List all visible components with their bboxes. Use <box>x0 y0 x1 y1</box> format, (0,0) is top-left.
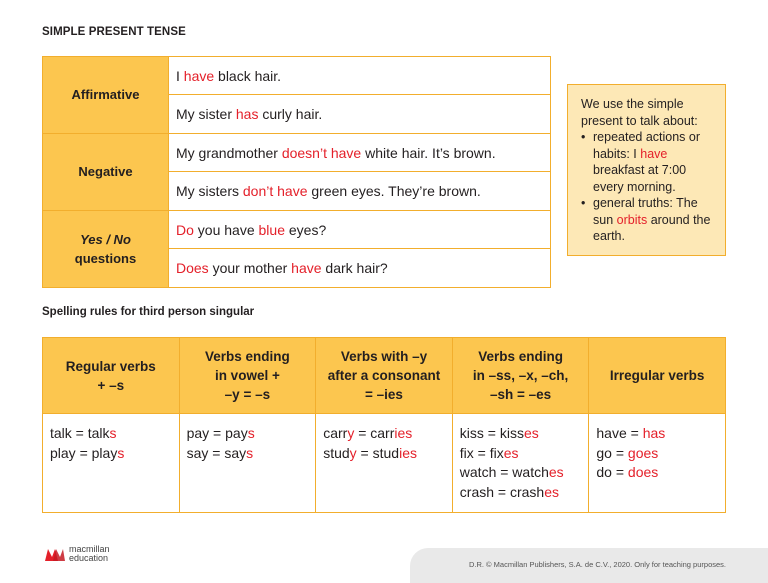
sentence-text: dark hair? <box>321 260 388 276</box>
note-item <box>581 129 715 195</box>
verb-text: play = play <box>50 444 118 461</box>
highlighted-verb: has <box>235 106 259 122</box>
verb-text: watch = watch <box>459 464 549 480</box>
sentence-text: My grandmother <box>176 144 282 161</box>
table-group <box>43 134 550 211</box>
verb-example <box>460 463 589 483</box>
macmillan-logo <box>44 545 110 563</box>
note-text: general truths: The sun <box>593 196 698 227</box>
example-row <box>169 172 550 210</box>
page-title: SIMPLE PRESENT TENSE <box>42 26 186 38</box>
verb-example <box>596 463 725 483</box>
verb-ending: s <box>117 444 125 461</box>
verb-ending: ies <box>399 444 417 461</box>
verb-text: say = say <box>186 444 247 461</box>
rule-column <box>180 338 317 512</box>
row-header <box>43 211 169 287</box>
row-header <box>43 57 169 133</box>
column-header-text: –sh = –es <box>489 387 552 402</box>
verb-example <box>323 444 452 464</box>
note-list <box>581 129 715 245</box>
highlighted-verb: orbits <box>616 212 648 227</box>
verb-ending: y <box>349 444 357 461</box>
verb-text: go = <box>596 444 628 461</box>
example-row <box>169 211 550 249</box>
sentence-text: you have <box>193 221 259 238</box>
note-item <box>581 195 715 245</box>
row-header-text: Negative <box>78 164 133 180</box>
column-header <box>180 338 316 414</box>
sentence-text: your mother <box>208 260 292 276</box>
highlighted-verb: doesn’t have <box>281 144 362 161</box>
verb-text: fix = fix <box>459 444 504 461</box>
rule-column <box>316 338 453 512</box>
sentence-text: My sisters <box>176 183 243 199</box>
row-header-text: questions <box>74 251 137 266</box>
verb-text: have = <box>596 425 643 441</box>
column-header-text: after a consonant <box>327 368 441 383</box>
sentence-text: curly hair. <box>258 106 323 122</box>
verb-text: kiss = kiss <box>459 425 524 441</box>
grammar-table <box>42 56 551 288</box>
usage-note-box <box>567 84 726 256</box>
verb-ending: has <box>642 425 666 441</box>
column-header-text: Regular verbs <box>65 358 156 374</box>
column-header-text: in –ss, –x, –ch, <box>472 368 569 383</box>
sentence-text: white hair. It’s brown. <box>361 144 496 161</box>
sentence-text: eyes? <box>284 221 327 238</box>
sentence-text: green eyes. They’re brown. <box>307 183 481 199</box>
highlighted-verb: blue <box>258 221 285 238</box>
verb-text: pay = pay <box>186 425 248 441</box>
verb-ending: s <box>246 444 254 461</box>
note-text: around the earth. <box>593 212 711 243</box>
rule-column <box>43 338 180 512</box>
highlighted-verb: Do <box>176 221 194 238</box>
column-header-text: –y = –s <box>224 387 271 402</box>
verb-text: stud <box>323 444 350 461</box>
column-header-text: Verbs ending <box>205 349 290 364</box>
verb-ending: ies <box>394 425 413 441</box>
rule-column <box>453 338 590 512</box>
verb-example <box>460 483 589 503</box>
verb-ending: s <box>247 425 255 441</box>
table-group <box>43 211 550 287</box>
row-header-text: Affirmative <box>71 87 140 103</box>
highlighted-verb: have <box>640 146 668 161</box>
verb-text: = carr <box>354 425 395 441</box>
highlighted-verb: have <box>183 67 215 84</box>
verb-ending: es <box>544 483 560 500</box>
rule-column <box>589 338 725 512</box>
column-header-text: Verbs ending <box>478 349 563 364</box>
highlighted-verb: don’t have <box>242 183 308 199</box>
row-header-text: Yes / No <box>80 231 131 247</box>
verb-text: crash = crash <box>459 483 545 500</box>
verb-text: = stud <box>356 444 400 461</box>
note-text: repeated actions or habits: I <box>593 130 701 161</box>
verb-example <box>596 444 725 464</box>
verb-example <box>323 424 452 444</box>
column-header-text: Verbs with –y <box>340 349 428 364</box>
column-header-text: + –s <box>97 377 125 393</box>
sentence-text: I <box>176 67 184 84</box>
column-header <box>316 338 452 414</box>
copyright-text: D.R. © Macmillan Publishers, S.A. de C.V., 2020. Only for teaching purposes. <box>468 560 726 569</box>
verb-ending: y <box>347 425 355 441</box>
verb-example <box>596 424 725 444</box>
example-row <box>169 57 550 95</box>
column-header-text: Irregular verbs <box>609 368 705 383</box>
verb-ending: goes <box>627 444 659 461</box>
verb-example <box>50 444 179 464</box>
example-row <box>169 134 550 172</box>
verb-example <box>50 424 179 444</box>
example-row <box>169 249 550 287</box>
example-row <box>169 95 550 133</box>
verb-ending: does <box>627 464 659 480</box>
verb-ending: es <box>523 425 539 441</box>
spelling-rules-table <box>42 337 726 513</box>
verb-example <box>187 444 316 464</box>
column-header <box>43 338 179 414</box>
column-header-text: = –ies <box>365 387 403 402</box>
verb-ending: es <box>548 464 564 480</box>
spelling-rules-title: Spelling rules for third person singular <box>42 306 255 318</box>
column-header <box>589 338 725 414</box>
verb-text: do = <box>596 464 628 480</box>
logo-line-2: education <box>69 553 109 563</box>
sentence-text: My sister <box>176 106 236 122</box>
verb-ending: s <box>109 425 117 441</box>
logo-line-1: macmillan <box>69 544 110 554</box>
verb-text: carr <box>323 425 348 441</box>
verb-ending: es <box>503 444 519 461</box>
verb-text: talk = talk <box>50 425 110 441</box>
verb-example <box>187 424 316 444</box>
highlighted-verb: have <box>291 260 322 276</box>
macmillan-logo-icon <box>44 545 66 563</box>
note-text: breakfast at 7:00 every morning. <box>593 163 687 194</box>
note-intro: We use the simple present to talk about: <box>581 97 698 128</box>
row-header <box>43 134 169 210</box>
sentence-text: black hair. <box>214 67 282 84</box>
verb-example <box>460 424 589 444</box>
verb-example <box>460 444 589 464</box>
highlighted-verb: Does <box>176 260 209 276</box>
table-group <box>43 57 550 134</box>
column-header <box>453 338 589 414</box>
column-header-text: in vowel + <box>214 368 280 383</box>
